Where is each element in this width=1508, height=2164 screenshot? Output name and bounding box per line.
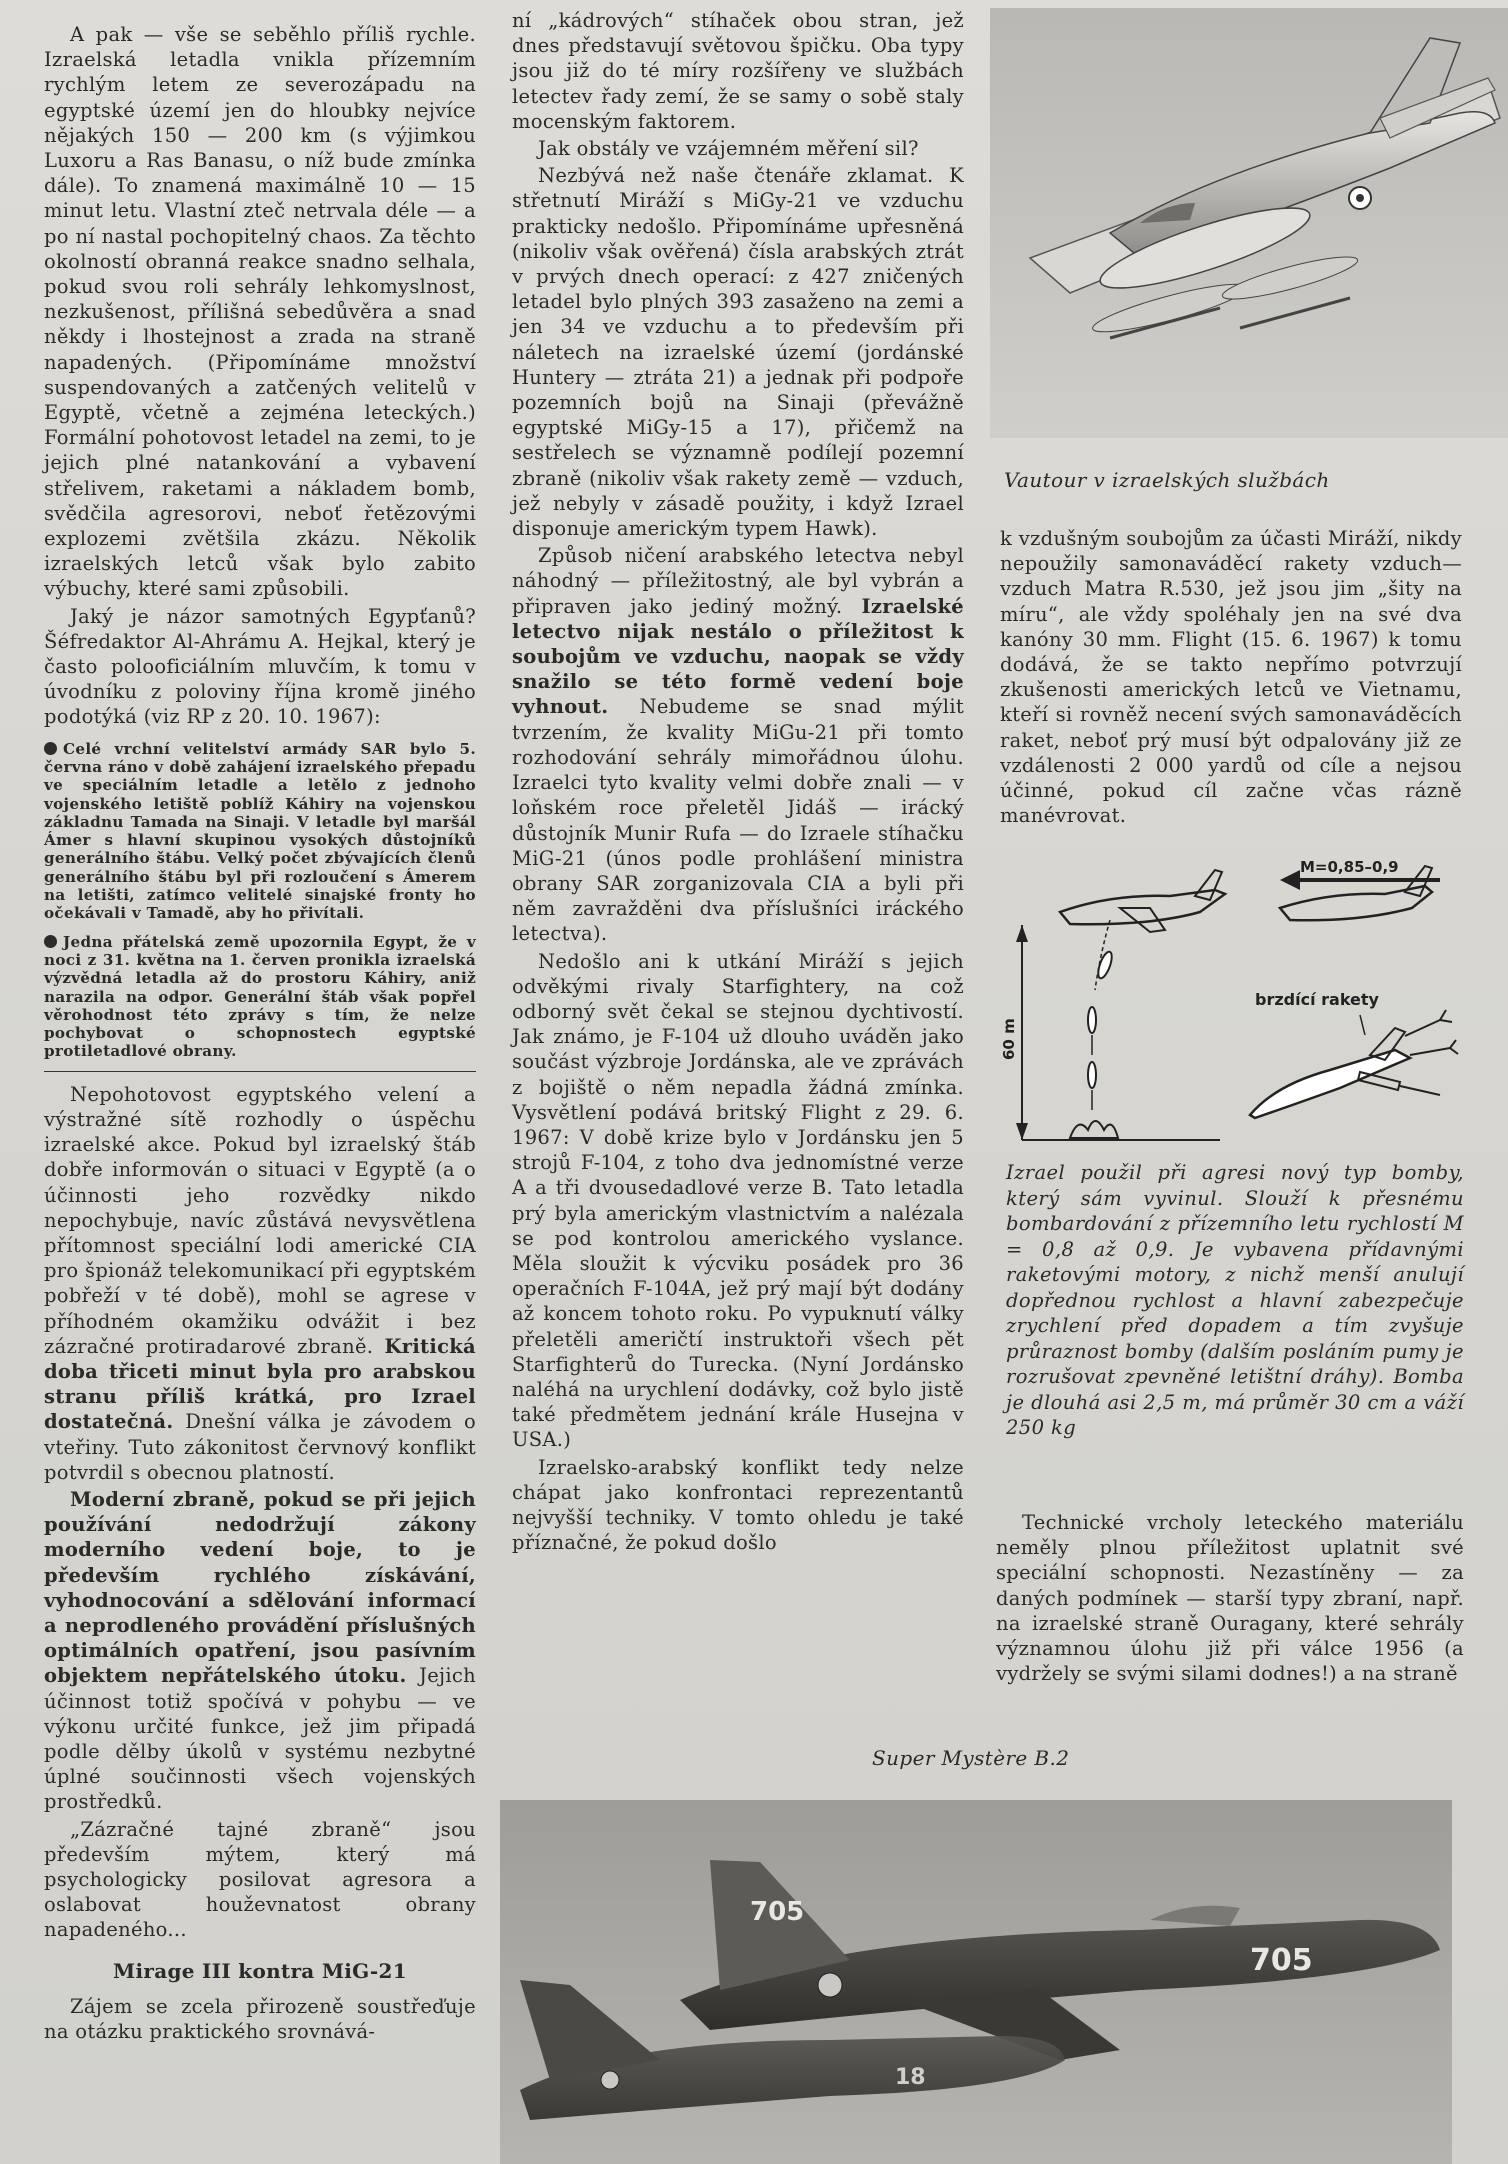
paragraph: A pak — vše se seběhlo příliš rychle. Izraelská letadla vnikla přízemním rychlým letem ze severozápadu na egyptské území jen do hloubky nejvíce nějakých 150 — 200 km (s výjimkou Luxoru a Ras Banasu, o níž bude zmínka dále). To znamená maximálně 10 — 15 minut letu. Vlastní zteč netrvala déle — a po ní nastal pochopitelný chaos. Za těchto okolností obranná reakce snadno selhala, pokud svou roli sehrály lehkomyslnost, nezkušenost, přílišná sebedůvěra a snad někdy i lhostejnost a zrada na straně napadených. (Připomínáme množství suspendovaných a zatčených velitelů v Egyptě, včetně a zejména leteckých.) Formální pohotovost letadel na zemi, to je jejich plné natankování a vybavení střelivem, raketami a nákladem bomb, svědčila agresorovi, neboť řetězovými explozemi zvětšila zkázu. Několik izraelských letců však bylo zabito výbuchy, které sami způsobili. (44, 23, 476, 601)
divider (44, 1071, 476, 1072)
paragraph: k vzdušným soubojům za účasti Miráží, nikdy nepoužily samonaváděcí rakety vzduch—vzduch Matra R.530, jež jsou jim „šity na míru“, ale vždy spoléhaly jen na své dva kanóny 30 mm. Flight (15. 6. 1967) k tomu dodává, že se takto nepřímo potvrzují zkušenosti amerických letců ve Vietnamu, kteří si rovněž necení svých samonaváděcích raket, neboť prý musí být odpalovány již ze vzdálenosti 2 000 yardů od cíle a nejsou účinné, pokud cíl začne včas rázně manévrovat. (1000, 527, 1462, 828)
paragraph: Nezbývá než naše čtenáře zklamat. K střetnutí Miráží s MiGy-21 ve vzduchu prakticky nedošlo. Připomínáme upřesněná (nikoliv však ověřená) čísla arabských ztrát v prvých dnech operací: z 427 zničených letadel bylo plných 393 zasaženo na zemi a jen 34 ve vzduchu a to především při náletech na izraelské území (jordánské Huntery — ztráta 21) a jednak při podpoře pozemních bojů na Sinaji (převážně egyptské MiGy-15 a 17), přičemž na sestřelech se významně podílejí pozemní zbraně (nikoliv však rakety země — vzduch, jež nebyly v zásadě použity, i když Izrael disponuje americkým typem Hawk). (512, 164, 964, 541)
photo-caption: Vautour v izraelských službách (1004, 468, 1330, 492)
paragraph: Způsob ničení arabského letectva nebyl náhodný — příležitostný, ale byl vybrán a připraven jako jediný možný. Izraelské letectvo nijak nestálo o příležitost k soubojům ve vzduchu, naopak se vždy snažilo se této formě vedení boje vyhnout. Nebudeme se snad mýlit tvrzením, že kvality MiGu-21 při tomto rozhodování sehrály mimořádnou úlohu. Izraelci tyto kvality velmi dobře znali — v loňském roce přeletěl Jidáš — irácký důstojník Munir Rufa — do Izraele stíhačku MiG-21 (únos podle prohlášení ministra obrany SAR zorganizovala CIA a byli při něm zavražděni dva příslušníci iráckého letectva). (512, 544, 965, 946)
paragraph: Jak obstály ve vzájemném měření sil? (538, 137, 919, 161)
quote-note: Celé vrchní velitelství armády SAR bylo 5. června ráno v době zahájení izraelského přepadu ve speciálním letadle a letělo z jednoho vojenského letiště poblíž Káhiry na vojenskou základnu Tamada na Sinaji. V letadle byl maršál Ámer s hlavní skupinou vysokých důstojníků generálního štábu. Velký počet zbývajících členů generálního štábu byl při rozloučení s Ámerem na letišti, zatímco velitelé sinajské fronty ho očekávali v Tamadě, aby ho přivítali. (44, 739, 476, 923)
super-mystere-aircraft-image (500, 1800, 1452, 2164)
paragraph: Jaký je názor samotných Egypťanů? Šéfredaktor Al-Ahrámu A. Hejkal, který je často polooficiálním mluvčím, k tomu v úvodníku z poloviny října kromě jiného podotýká (viz RP z 20. 10. 1967): (44, 604, 476, 729)
fuselage-number: 705 (1250, 1943, 1313, 1978)
column-3-bottom (996, 1510, 1464, 1688)
paragraph: Technické vrcholy leteckého materiálu neměly plnou příležitost uplatnit své speciální schopnosti. Nezastíněny — za daných podmínek — starší typy zbraní, např. na izraelské straně Ouragany, které sehrály významnou úlohu již při válce 1956 (a vydržely se svými silami dodnes!) a na straně (996, 1511, 1464, 1686)
diagram-caption: Izrael použil při agresi nový typ bomby, který sám vyvinul. Slouží k přesnému bombardování z přízemního letu rychlostí M = 0,8 až 0,9. Je vybavena přídavnými raketovými motory, z nichž menší anulují dopřednou rychlost a hlavní zabezpečuje zrychlení před dopadem a tím zvyšuje průraznost bomby (dalším posláním pumy je rozrušovat zpevněné letištní dráhy). Bomba je dlouhá asi 2,5 m, má průměr 30 cm a váží 250 kg (1006, 1161, 1464, 1439)
paragraph: ní „kádrových“ stíhaček obou stran, jež dnes představují světovou špičku. Oba typy jsou již do té míry rozšířeny ve službách letectev řady zemí, že se samy o sobě staly mocenským faktorem. (512, 9, 964, 133)
bullet-icon (44, 742, 57, 755)
rockets-label: brzdící rakety (1255, 990, 1379, 1009)
quote-note: Jedna přátelská země upozornila Egypt, že v noci z 31. května na 1. červen pronikla izraelská výzvědná letadla až do prostoru Káhiry, aniž narazila na odpor. Generální štáb však popřel věrohodnost této zprávy s tím, že nelze pochybovat o schopnostech egyptské protiletadlové obrany. (44, 932, 476, 1061)
paragraph: Izraelsko-arabský konflikt tedy nelze chápat jako konfrontaci reprezentantů nejvyšší techniky. V tomto ohledu je také příznačné, že pokud došlo (512, 1455, 964, 1555)
bomb-diagram (1000, 850, 1470, 1150)
vautour-photo (990, 8, 1508, 438)
paragraph: „Zázračné tajné zbraně“ jsou především mýtem, který má psychologicky posilovat agresora a oslabovat houževnatost obrany napadeného... (44, 1817, 476, 1942)
paragraph: Moderní zbraně, pokud se při jejich používání nedodržují zákony moderního vedení boje, to je především rychlého získávání, vyhodnocování a sdělování informací a neprodleného provádění příslušných optimálních opatření, jsou pasívním objektem nepřátelského útoku. Jejich účinnost totiž spočívá v pohybu — ve výkonu určité funkce, jež jim připadá podle dělby úkolů v systému nezbytné úplné součinnosti všech vojenských prostředků. (44, 1487, 476, 1814)
column-1 (44, 22, 476, 2046)
paragraph: Zájem se zcela přirozeně soustřeďuje na otázku praktického srovnává- (44, 1994, 476, 2044)
speed-label: M=0,85–0,9 (1300, 858, 1399, 876)
section-heading: Mirage III kontra MiG-21 (113, 1958, 407, 1983)
column-3-top (1000, 526, 1462, 830)
vautour-aircraft-image (990, 8, 1508, 438)
paragraph: Nedošlo ani k utkání Miráží s jejich odvěkými rivaly Starfightery, na což odborný svět čekal se stejnou dychtivostí. Jak známo, je F-104 už dlouho uváděn jako součást výzbroje Jordánska, ale ve zprávách z bojiště o něm nepadla žádná zmínka. Vysvětlení podává britský Flight z 29. 6. 1967: V době krize bylo v Jordánsku jen 5 strojů F-104, z toho dva jednomístné verze A a tři dvousedadlové verze B. Tato letadla prý byla americkým vlastnictvím a nalézala se pod kontrolou amerického vyslance. Měla sloužit k výcviku posádek pro 36 operačních F-104A, jež prý mají být dodány až koncem tohoto roku. Po vypuknutí války přeletěli američtí instruktoři všech pět Starfighterů do Turecka. (Nyní Jordánsko naléhá na urychlení dodávky, což bylo jistě také předmětem jednání krále Husejna v USA.) (512, 949, 964, 1452)
bullet-icon (44, 935, 57, 948)
tail-number: 705 (750, 1897, 805, 1927)
paragraph: Nepohotovost egyptského velení a výstražné sítě rozhodly o úspěchu izraelské akce. Pokud byl izraelský štáb dobře informován o situaci v Egyptě (a o účinnosti jeho rozvědky nikdo nepochybuje, navíc zůstává nevysvětlena přítomnost speciální lodi americké CIA pro špionáž telekomunikací při egyptském pobřeží v té době), mohl se agrese v příhodném okamžiku odvážit i bez zázračné protiradarové zbraně. Kritická doba třiceti minut byla pro arabskou stranu příliš krátká, pro Izrael dostatečná. Dnešní válka je závodem o vteřiny. Tuto zákonitost červnový konflikt potvrdil s obecnou platností. (44, 1082, 476, 1484)
bottom-photo-caption: Super Mystère B.2 (872, 1746, 1070, 1770)
bomb-diagram-svg (1000, 850, 1470, 1150)
column-2 (512, 8, 964, 1557)
second-number: 18 (895, 2065, 926, 2090)
super-mystere-photo (500, 1800, 1452, 2164)
height-label: 60 m (1000, 1018, 1018, 1060)
